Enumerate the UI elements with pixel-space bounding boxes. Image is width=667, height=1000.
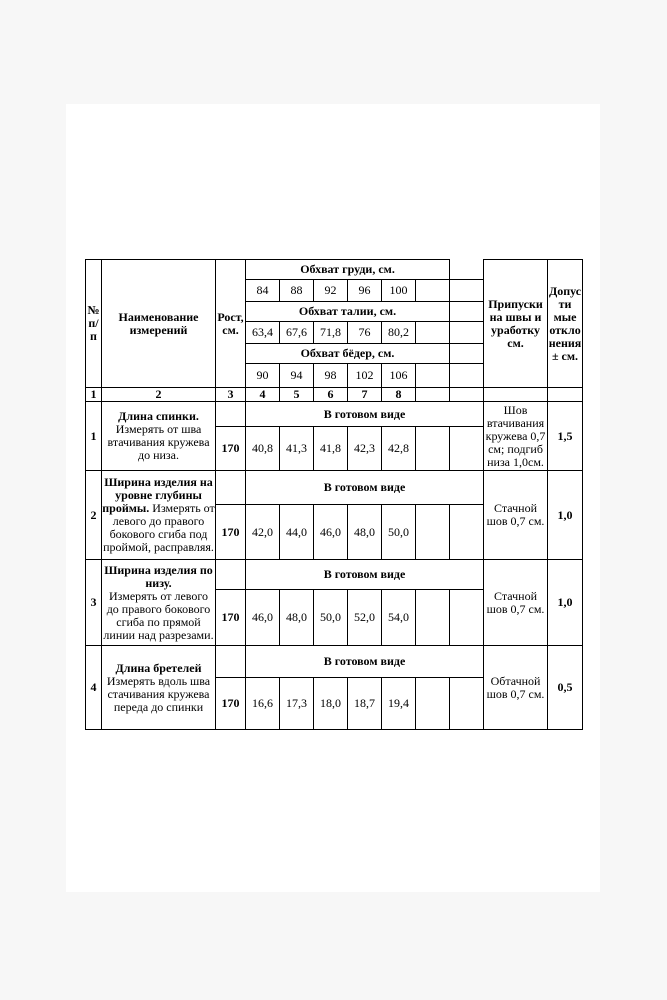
- row-value: 41,3: [280, 427, 314, 471]
- row-value: 44,0: [280, 505, 314, 560]
- empty-cell: [450, 590, 484, 646]
- empty-cell: [416, 427, 450, 471]
- header-allowance: Припуски на швы и уработку см.: [484, 260, 548, 388]
- row-text: Измерять от левого до правого бокового сгиба под проймой, расправляя.: [103, 501, 215, 554]
- chest-value: 88: [280, 280, 314, 302]
- row-title: Длина спинки.: [118, 409, 199, 423]
- row-value: 46,0: [246, 590, 280, 646]
- waist-value: 76: [348, 322, 382, 344]
- hips-value: 102: [348, 364, 382, 388]
- index-cell: 7: [348, 388, 382, 402]
- ready-label: В готовом виде: [246, 471, 484, 505]
- waist-value: 71,8: [314, 322, 348, 344]
- waist-title: Обхват талии, см.: [246, 302, 450, 322]
- empty-cell: [416, 364, 450, 388]
- empty-cell: [416, 678, 450, 730]
- empty-cell: [216, 646, 246, 678]
- row-height: 170: [216, 678, 246, 730]
- empty-cell: [450, 280, 484, 302]
- row-title: Длина бретелей: [115, 660, 202, 675]
- hips-value: 98: [314, 364, 348, 388]
- chest-value: 84: [246, 280, 280, 302]
- row-tolerance: 0,5: [548, 646, 583, 730]
- row-value: 48,0: [348, 505, 382, 560]
- hips-value: 94: [280, 364, 314, 388]
- row-tolerance: 1,0: [548, 471, 583, 560]
- chest-title: Обхват груди, см.: [246, 260, 450, 280]
- waist-value: 63,4: [246, 322, 280, 344]
- empty-cell: [216, 560, 246, 590]
- row-number: 3: [86, 560, 102, 646]
- empty-cell: [216, 471, 246, 505]
- empty-cell: [416, 322, 450, 344]
- row-text: Измерять вдоль шва стачивания кружева переда до спинки: [106, 673, 211, 714]
- row-value: 50,0: [382, 505, 416, 560]
- row-number: 1: [86, 402, 102, 471]
- row-value: 52,0: [348, 590, 382, 646]
- row-value: 41,8: [314, 427, 348, 471]
- row-value: 16,6: [246, 678, 280, 730]
- blank-cell: [450, 260, 484, 280]
- row-text: Измерять от левого до правого бокового сгиба по прямой линии над разрезами.: [103, 588, 214, 642]
- row-height: 170: [216, 590, 246, 646]
- row-value: 40,8: [246, 427, 280, 471]
- empty-cell: [450, 388, 484, 402]
- blank-cell: [450, 302, 484, 322]
- index-cell: 2: [102, 388, 216, 402]
- row-value: 50,0: [314, 590, 348, 646]
- hips-title: Обхват бёдер, см.: [246, 344, 450, 364]
- empty-cell: [450, 427, 484, 471]
- index-cell: 5: [280, 388, 314, 402]
- hips-value: 106: [382, 364, 416, 388]
- index-cell: 1: [86, 388, 102, 402]
- row-description: [102, 402, 216, 471]
- empty-cell: [450, 678, 484, 730]
- empty-cell: [450, 322, 484, 344]
- index-cell: 3: [216, 388, 246, 402]
- row-value: 42,3: [348, 427, 382, 471]
- header-name: Наименование измерений: [102, 260, 216, 388]
- row-value: 46,0: [314, 505, 348, 560]
- empty-cell: [416, 280, 450, 302]
- index-cell: 6: [314, 388, 348, 402]
- waist-value: 80,2: [382, 322, 416, 344]
- row-value: 18,7: [348, 678, 382, 730]
- empty-cell: [450, 505, 484, 560]
- empty-cell: [216, 402, 246, 427]
- waist-value: 67,6: [280, 322, 314, 344]
- row-value: 17,3: [280, 678, 314, 730]
- empty-cell: [416, 505, 450, 560]
- index-cell: 8: [382, 388, 416, 402]
- row-height: 170: [216, 427, 246, 471]
- index-cell: 4: [246, 388, 280, 402]
- header-tolerance: Допус ти мые откло нения ± см.: [548, 260, 583, 388]
- row-number: 2: [86, 471, 102, 560]
- measurement-table: [85, 259, 583, 730]
- empty-cell: [548, 388, 583, 402]
- ready-label: В готовом виде: [246, 560, 484, 590]
- hips-value: 90: [246, 364, 280, 388]
- row-value: 42,0: [246, 505, 280, 560]
- empty-cell: [450, 364, 484, 388]
- row-value: 19,4: [382, 678, 416, 730]
- row-allowance: Шов втачивания кружева 0,7 см; подгиб низа 1,0см.: [484, 402, 548, 471]
- row-value: 18,0: [314, 678, 348, 730]
- empty-cell: [416, 388, 450, 402]
- ready-label: В готовом виде: [246, 402, 484, 427]
- header-height: Рост, см.: [216, 260, 246, 388]
- row-allowance: Обтачной шов 0,7 см.: [484, 646, 548, 730]
- ready-label: В готовом виде: [246, 646, 484, 678]
- row-description: [102, 646, 216, 730]
- blank-cell: [450, 344, 484, 364]
- chest-value: 92: [314, 280, 348, 302]
- row-value: 54,0: [382, 590, 416, 646]
- row-allowance: Стачной шов 0,7 см.: [484, 471, 548, 560]
- row-tolerance: 1,5: [548, 402, 583, 471]
- chest-value: 96: [348, 280, 382, 302]
- row-height: 170: [216, 505, 246, 560]
- row-value: 42,8: [382, 427, 416, 471]
- row-title: Ширина изделия по низу.: [104, 562, 213, 590]
- row-tolerance: 1,0: [548, 560, 583, 646]
- row-text: Измерять от шва втачивания кружева до низа.: [107, 422, 210, 462]
- row-description: [102, 471, 216, 560]
- row-title: Ширина изделия на уровне глубины проймы.: [102, 475, 213, 515]
- row-number: 4: [86, 646, 102, 730]
- chest-value: 100: [382, 280, 416, 302]
- empty-cell: [484, 388, 548, 402]
- row-value: 48,0: [280, 590, 314, 646]
- row-description: [102, 560, 216, 646]
- empty-cell: [416, 590, 450, 646]
- row-allowance: Стачной шов 0,7 см.: [484, 560, 548, 646]
- header-num: № п/п: [86, 260, 102, 388]
